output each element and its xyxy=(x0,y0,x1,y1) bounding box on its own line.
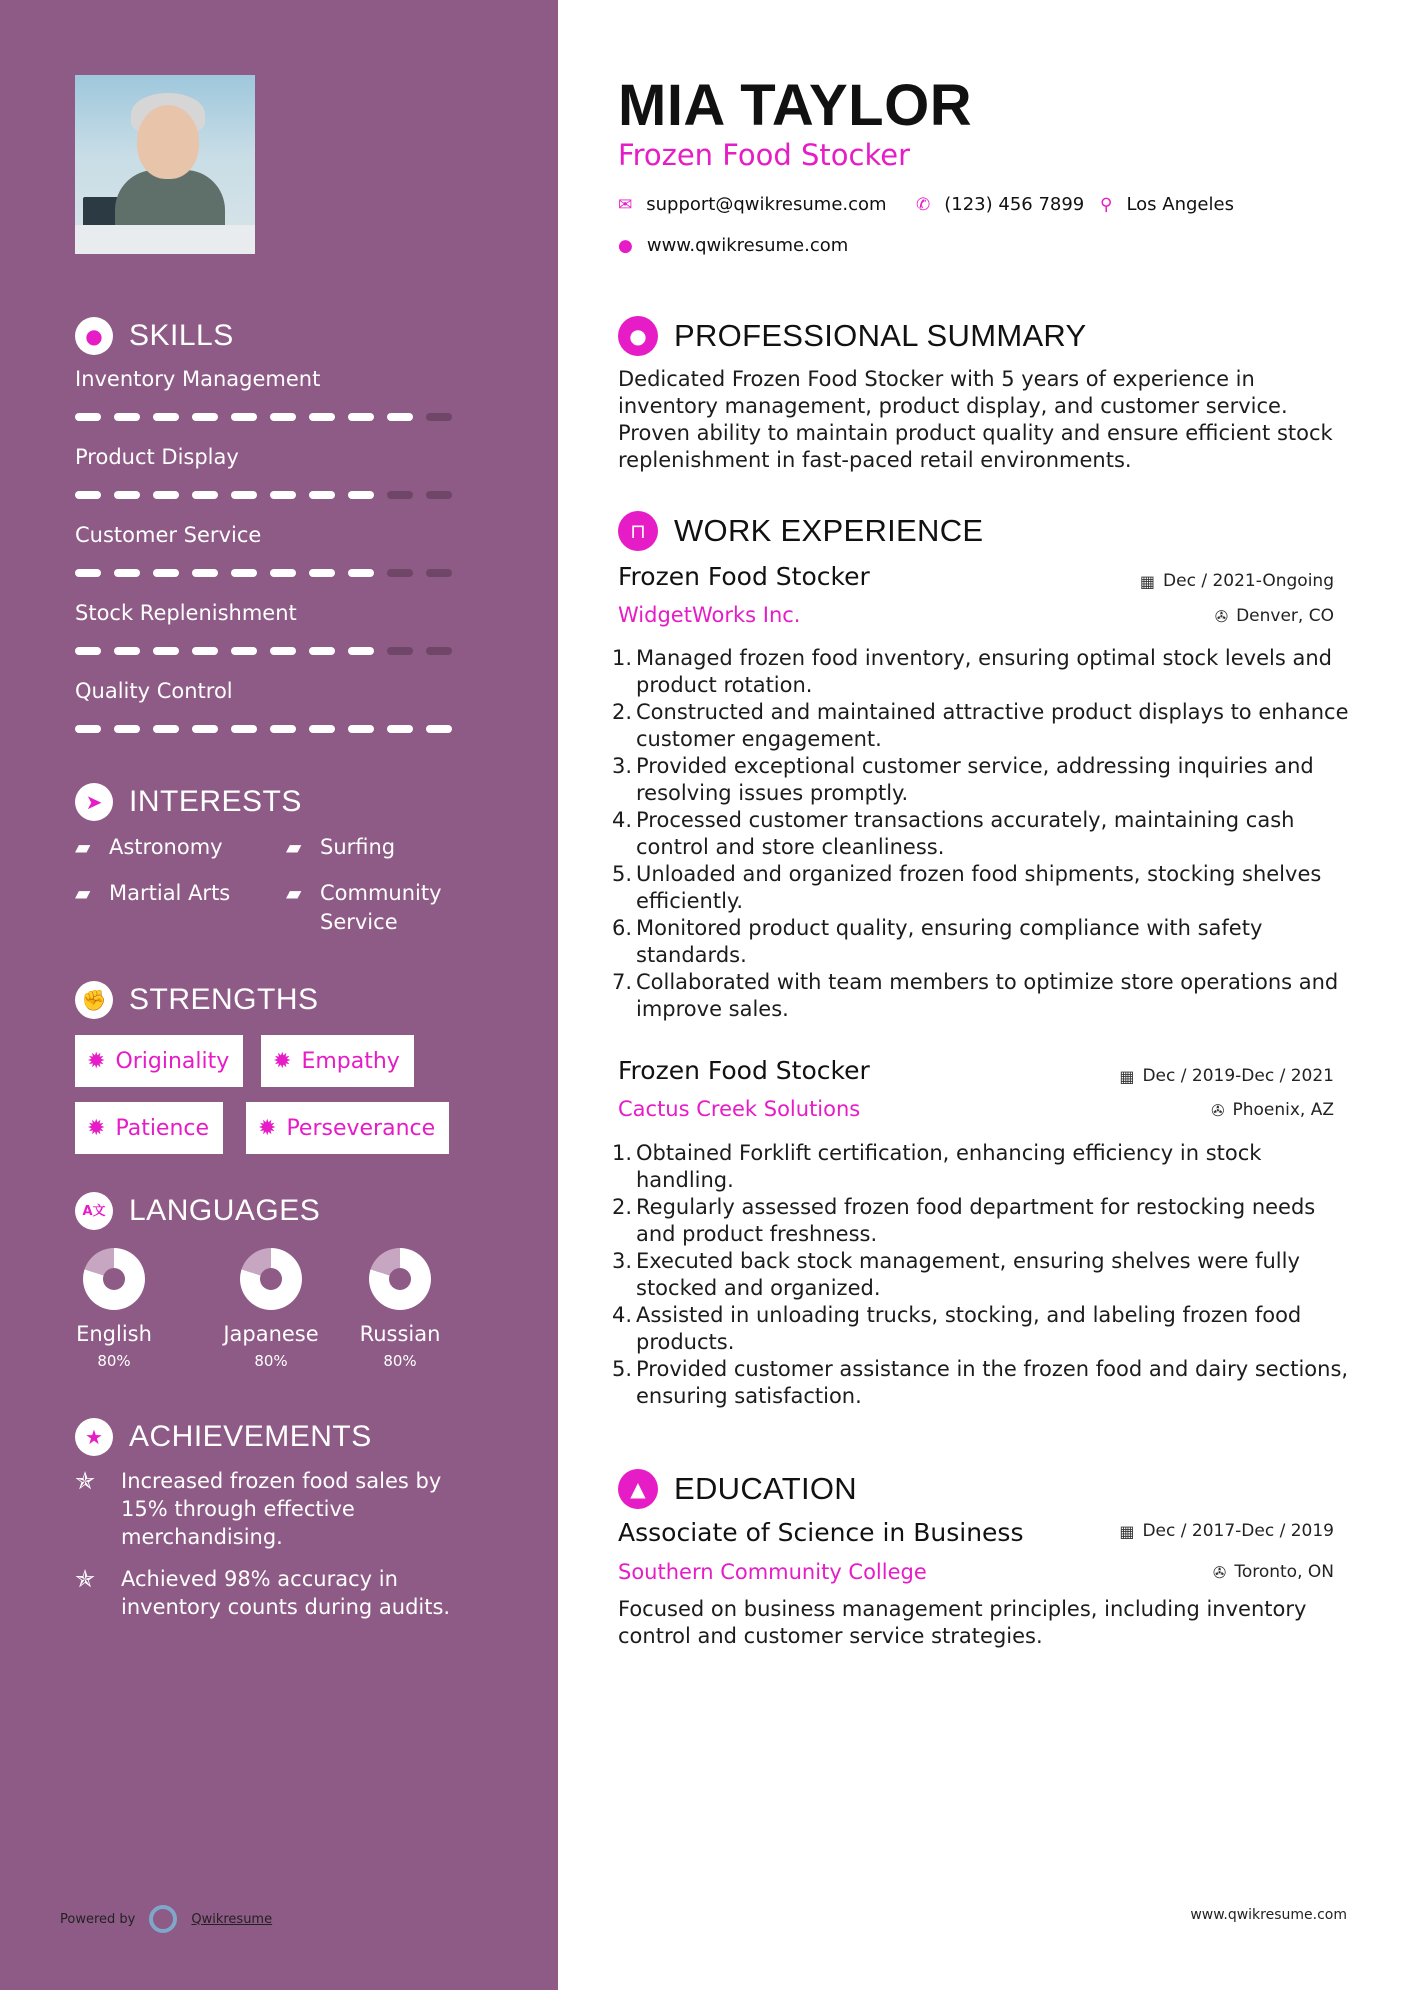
contact-email[interactable]: ✉ support@qwikresume.com xyxy=(618,194,887,215)
brand-link[interactable]: Qwikresume xyxy=(191,1911,273,1927)
candidate-role: Frozen Food Stocker xyxy=(618,138,911,172)
pushpin-icon: ✇ xyxy=(1211,1100,1225,1120)
rating-dot xyxy=(309,725,335,733)
rating-dot xyxy=(348,413,374,421)
rating-dot xyxy=(231,725,257,733)
interests-heading: ➤ INTERESTS xyxy=(75,783,302,821)
rating-dot xyxy=(75,725,101,733)
skill-rating xyxy=(75,491,452,499)
pushpin-icon: ✇ xyxy=(1214,606,1229,626)
strength-tag: ✹ Originality xyxy=(75,1035,243,1087)
interest-item: ▰ Community Service xyxy=(286,879,486,937)
education-dates: ▦ Dec / 2017-Dec / 2019 xyxy=(1119,1521,1334,1541)
main-content xyxy=(558,0,1407,1990)
calendar-icon: ▦ xyxy=(1139,571,1156,591)
rating-dot xyxy=(231,413,257,421)
chair-icon: ⊓ xyxy=(618,511,658,551)
skills-heading xyxy=(75,317,234,355)
language-level-chart xyxy=(83,1248,145,1310)
rating-dot xyxy=(387,647,413,655)
rating-dot xyxy=(192,569,218,577)
rating-dot xyxy=(426,413,452,421)
star-icon: ✯ xyxy=(75,1467,96,1495)
rating-dot xyxy=(153,647,179,655)
rating-dot xyxy=(153,491,179,499)
skill-rating xyxy=(75,569,452,577)
strengths-heading: ✊ STRENGTHS xyxy=(75,981,319,1019)
rating-dot xyxy=(309,413,335,421)
language-level-chart xyxy=(369,1248,431,1310)
summary-text: Dedicated Frozen Food Stocker with 5 years of experience in inventory management, product display, and customer service. Proven ability to maintain product quality and ensure efficient stock replenishment in fast-paced retail environments. xyxy=(618,367,1333,472)
rating-dot xyxy=(114,647,140,655)
rating-dot xyxy=(114,725,140,733)
list-item: 6. Monitored product quality, ensuring compliance with safety standards. xyxy=(611,916,1263,967)
experience-heading: ⊓ WORK EXPERIENCE xyxy=(618,511,983,551)
skill-rating xyxy=(75,647,452,655)
list-item: 4. Assisted in unloading trucks, stocking, and labeling frozen food products. xyxy=(611,1303,1302,1354)
qwikresume-logo-icon xyxy=(149,1905,177,1933)
rating-dot xyxy=(348,725,374,733)
rating-dot xyxy=(309,647,335,655)
list-item: 4. Processed customer transactions accurately, maintaining cash control and store cleanliness. xyxy=(611,808,1295,859)
sidebar xyxy=(0,0,558,1990)
skill-rating xyxy=(75,725,452,733)
list-item: 5. Unloaded and organized frozen food shipments, stocking shelves efficiently. xyxy=(611,862,1322,913)
rating-dot xyxy=(270,569,296,577)
book-icon: ▰ xyxy=(286,835,302,859)
map-pin-icon: ⚲ xyxy=(1100,194,1113,215)
rating-dot xyxy=(75,569,101,577)
interest-item: ▰ Martial Arts xyxy=(75,879,230,908)
skill-item: Product Display xyxy=(75,445,475,469)
education-heading: ▲ EDUCATION xyxy=(618,1469,857,1509)
list-item: 1. Managed frozen food inventory, ensuring optimal stock levels and product rotation. xyxy=(611,646,1332,697)
interest-item: ▰ Surfing xyxy=(286,833,395,862)
rating-dot xyxy=(75,413,101,421)
badge-icon: ✹ xyxy=(87,1115,106,1141)
rating-dot xyxy=(153,569,179,577)
education-location: ✇ Toronto, ON xyxy=(1212,1562,1334,1582)
interest-item: ▰ Astronomy xyxy=(75,833,223,862)
language-level-chart xyxy=(240,1248,302,1310)
translate-icon: A文 xyxy=(75,1192,113,1230)
profile-photo xyxy=(75,75,255,254)
calendar-icon: ▦ xyxy=(1119,1521,1135,1541)
calendar-icon: ▦ xyxy=(1119,1066,1135,1086)
list-item: 2. Constructed and maintained attractive product displays to enhance customer engagement. xyxy=(611,700,1349,751)
book-icon: ▰ xyxy=(286,881,302,905)
rating-dot xyxy=(426,569,452,577)
graduate-icon: ▲ xyxy=(618,1469,658,1509)
list-item: 3. Executed back stock management, ensuring shelves were fully stocked and organized. xyxy=(611,1249,1300,1300)
skill-item: Quality Control xyxy=(75,679,475,703)
rating-dot xyxy=(192,491,218,499)
rating-dot xyxy=(309,491,335,499)
rating-dot xyxy=(348,491,374,499)
rating-dot xyxy=(114,413,140,421)
globe-icon: ● xyxy=(618,235,633,256)
rating-dot xyxy=(114,569,140,577)
rating-dot xyxy=(387,491,413,499)
rating-dot xyxy=(270,413,296,421)
language-item: Japanese 80% xyxy=(211,1248,331,1370)
star-icon: ★ xyxy=(75,1418,113,1456)
contact-website[interactable]: ● www.qwikresume.com xyxy=(618,235,849,256)
rating-dot xyxy=(192,413,218,421)
contact-phone[interactable]: ✆ (123) 456 7899 xyxy=(916,194,1085,215)
badge-icon: ✹ xyxy=(258,1115,277,1141)
strength-tag: ✹ Perseverance xyxy=(246,1102,449,1154)
book-icon: ▰ xyxy=(75,835,91,859)
rating-dot xyxy=(387,725,413,733)
school-name: Southern Community College xyxy=(618,1560,927,1584)
achievement-item: ✯ Achieved 98% accuracy in inventory counts during audits. xyxy=(75,1565,451,1619)
job-dates: ▦ Dec / 2019-Dec / 2021 xyxy=(1119,1066,1334,1086)
achievement-item: ✯ Increased frozen food sales by 15% through effective merchandising. xyxy=(75,1467,442,1549)
rating-dot xyxy=(348,569,374,577)
pushpin-icon: ✇ xyxy=(1212,1562,1227,1582)
user-icon: ● xyxy=(618,316,658,356)
list-item: 1. Obtained Forklift certification, enhancing efficiency in stock handling. xyxy=(611,1141,1262,1192)
list-item: 3. Provided exceptional customer service, addressing inquiries and resolving issues promptly. xyxy=(611,754,1314,805)
rating-dot xyxy=(270,725,296,733)
language-item: English 80% xyxy=(54,1248,174,1370)
list-item: 2. Regularly assessed frozen food department for restocking needs and product freshness. xyxy=(611,1195,1316,1246)
skill-item: Inventory Management xyxy=(75,367,475,391)
education-text: Focused on business management principles, including inventory control and customer service strategies. xyxy=(618,1597,1307,1648)
powered-by: Powered by Qwikresume xyxy=(60,1905,272,1933)
strength-tag: ✹ Patience xyxy=(75,1102,223,1154)
job-company: WidgetWorks Inc. xyxy=(618,603,801,627)
job-location: ✇ Denver, CO xyxy=(1214,606,1334,626)
list-item: 7. Collaborated with team members to optimize store operations and improve sales. xyxy=(611,970,1339,1021)
rating-dot xyxy=(153,413,179,421)
footer-url[interactable]: www.qwikresume.com xyxy=(1190,1907,1347,1923)
rating-dot xyxy=(426,725,452,733)
rating-dot xyxy=(270,647,296,655)
rating-dot xyxy=(231,569,257,577)
rating-dot xyxy=(75,647,101,655)
phone-icon: ✆ xyxy=(916,194,931,215)
skill-rating xyxy=(75,413,452,421)
rating-dot xyxy=(153,725,179,733)
job-bullets xyxy=(611,645,1358,1023)
rating-dot xyxy=(192,725,218,733)
envelope-icon: ✉ xyxy=(618,194,633,215)
rating-dot xyxy=(75,491,101,499)
skill-item: Stock Replenishment xyxy=(75,601,475,625)
strength-tag: ✹ Empathy xyxy=(261,1035,414,1087)
rating-dot xyxy=(387,413,413,421)
rating-dot xyxy=(114,491,140,499)
job-title: Frozen Food Stocker xyxy=(618,562,870,591)
rating-dot xyxy=(231,491,257,499)
rating-dot xyxy=(231,647,257,655)
achievements-heading: ★ ACHIEVEMENTS xyxy=(75,1418,372,1456)
rating-dot xyxy=(426,647,452,655)
degree-title: Associate of Science in Business xyxy=(618,1518,1024,1547)
skills-title: SKILLS xyxy=(129,319,234,352)
summary-heading: ● PROFESSIONAL SUMMARY xyxy=(618,316,1087,356)
list-item: 5. Provided customer assistance in the frozen food and dairy sections, ensuring satisfaction. xyxy=(611,1357,1349,1408)
languages-heading: A文 LANGUAGES xyxy=(75,1192,320,1230)
rating-dot xyxy=(270,491,296,499)
paper-plane-icon: ➤ xyxy=(75,783,113,821)
lightbulb-icon: ● xyxy=(75,317,113,355)
job-company: Cactus Creek Solutions xyxy=(618,1097,861,1121)
rating-dot xyxy=(387,569,413,577)
job-dates: ▦ Dec / 2021-Ongoing xyxy=(1139,571,1334,591)
badge-icon: ✹ xyxy=(87,1048,106,1074)
job-location: ✇ Phoenix, AZ xyxy=(1211,1100,1334,1120)
rating-dot xyxy=(426,491,452,499)
language-item: Russian 80% xyxy=(340,1248,460,1370)
star-icon: ✯ xyxy=(75,1565,96,1593)
contact-location: ⚲ Los Angeles xyxy=(1100,194,1234,215)
rating-dot xyxy=(348,647,374,655)
job-title: Frozen Food Stocker xyxy=(618,1056,870,1085)
rating-dot xyxy=(309,569,335,577)
book-icon: ▰ xyxy=(75,881,91,905)
rating-dot xyxy=(192,647,218,655)
candidate-name: MIA TAYLOR xyxy=(618,73,973,138)
fist-icon: ✊ xyxy=(75,981,113,1019)
badge-icon: ✹ xyxy=(273,1048,292,1074)
skill-item: Customer Service xyxy=(75,523,475,547)
job-bullets xyxy=(611,1140,1358,1410)
